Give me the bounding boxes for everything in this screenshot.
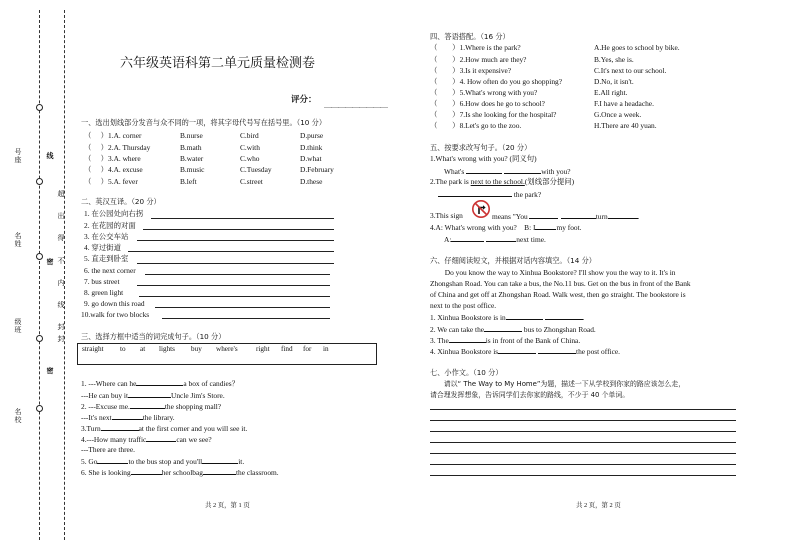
match-answer: B.Yes, she is.	[594, 55, 634, 64]
blank[interactable]	[545, 312, 583, 320]
match-answer: H.There are 40 yuan.	[594, 121, 657, 130]
blank[interactable]	[529, 211, 558, 219]
writing-line[interactable]	[430, 464, 736, 465]
blank[interactable]	[484, 324, 522, 332]
word-bank-word: straight	[82, 345, 104, 353]
translation-item: 6. the next corner	[84, 266, 136, 275]
translation-item: 2. 在花园的对面	[84, 221, 136, 230]
writing-line[interactable]	[430, 453, 736, 454]
word-bank-word: right	[256, 345, 270, 353]
passage-line: next to the post office.	[430, 301, 497, 310]
score-line: ＿＿＿＿＿＿＿＿＿	[324, 100, 387, 109]
writing-line[interactable]	[430, 431, 736, 432]
match-answer: F.I have a headache.	[594, 99, 654, 108]
q3-question: （ ）3.A. where	[84, 154, 141, 163]
seal-char: 密	[46, 258, 54, 266]
seal-char: 不	[57, 257, 65, 265]
section-6-heading: 六、仔细阅读短文，并根据对话内容填空。（14 分）	[430, 256, 596, 265]
word-bank-word: buy	[191, 345, 202, 353]
match-answer: D.No, it isn't.	[594, 77, 634, 86]
word-bank-word: to	[120, 345, 126, 353]
q4-option-b: B.music	[180, 165, 205, 174]
seal-char: 封	[57, 335, 65, 343]
q5-option-b: B.left	[180, 177, 197, 186]
answer-line[interactable]	[162, 318, 330, 319]
writing-line[interactable]	[430, 409, 736, 410]
match-question: （ ）1.Where is the park?	[430, 43, 521, 52]
seal-char: 线	[57, 301, 65, 309]
match-question: （ ）8.Let's go to the zoo.	[430, 121, 522, 130]
blank[interactable]	[136, 378, 183, 386]
section-7-heading: 七、小作文。（10 分）	[430, 368, 503, 377]
section-1-heading: 一、选出划线部分发音与众不同的一项，将其字母代号写在括号里。（10 分）	[81, 118, 327, 127]
match-question: （ ）5.What's wrong with you?	[430, 88, 538, 97]
blank[interactable]	[146, 434, 176, 442]
rewrite-item: means "You turn .	[492, 212, 640, 221]
word-bank-word: lights	[159, 345, 175, 353]
translation-item: 5. 直走到卧室	[84, 254, 129, 263]
blank[interactable]	[608, 211, 638, 219]
answer-line[interactable]	[155, 307, 330, 308]
translation-item: 3. 在公交车站	[84, 232, 129, 241]
answer-line[interactable]	[128, 251, 334, 252]
match-answer: A.He goes to school by bike.	[594, 43, 680, 52]
q3-option-b: B.water	[180, 154, 204, 163]
q5-option-d: D.these	[300, 177, 323, 186]
rewrite-item: 3.This sign	[430, 211, 463, 220]
blank[interactable]	[498, 346, 536, 354]
q4-question: （ ）4.A. excuse	[84, 165, 143, 174]
rewrite-item: A: next time.	[444, 235, 546, 244]
q4-option-d: D.February	[300, 165, 334, 174]
rewrite-item: 1.What's wrong with you? (同义句)	[430, 154, 537, 163]
translation-item: 1. 在公园处向右拐	[84, 209, 144, 218]
passage-line: of China and get off at Zhongshan Road. Walk west, then go straight. The bookstore is	[430, 290, 686, 299]
q5-question: （ ）5.A. fever	[84, 177, 138, 186]
section-5-heading: 五、按要求改写句子。（20 分）	[430, 143, 532, 152]
blank[interactable]	[202, 456, 238, 464]
answer-line[interactable]	[143, 229, 334, 230]
word-bank-word: at	[140, 345, 146, 353]
q3-option-c: C.who	[240, 154, 260, 163]
rewrite-item: 2.The park is next to the school.(划线部分提问)	[430, 177, 575, 186]
answer-line[interactable]	[139, 296, 330, 297]
binding-hole	[36, 253, 43, 260]
blank[interactable]	[112, 412, 143, 420]
q3-option-d: D.what	[300, 154, 322, 163]
translation-item: 10.walk for two blocks	[81, 310, 150, 319]
translation-item: 9. go down this road	[84, 299, 145, 308]
reading-question: 1. Xinhua Bookstore is in .	[430, 313, 585, 322]
q2-option-c: C.with	[240, 143, 260, 152]
match-question: （ ）4. How often do you go shopping?	[430, 77, 562, 86]
exam-title: 六年级英语科第二单元质量检测卷	[120, 56, 316, 71]
seal-char: 得	[57, 234, 65, 242]
seal-char: 出	[57, 212, 65, 220]
match-answer: G.Once a week.	[594, 110, 642, 119]
writing-line[interactable]	[430, 442, 736, 443]
blank[interactable]	[466, 166, 502, 174]
q2-option-b: B.math	[180, 143, 202, 152]
composition-prompt: 请合理发挥想象，告诉同学们去你家的路线，不少于 40 个单词。	[430, 391, 630, 399]
answer-line[interactable]	[145, 274, 330, 275]
fill-sentence: 2. ---Excuse me. the shopping mall?	[81, 402, 222, 411]
answer-line[interactable]	[137, 240, 334, 241]
binding-hole	[36, 178, 43, 185]
name-label: 名姓	[14, 232, 22, 248]
blank[interactable]	[101, 423, 139, 431]
rewrite-item: What's with you?	[444, 167, 571, 176]
fill-sentence: 6. She is looking her schoolbag the classroom.	[81, 468, 279, 477]
q1-option-c: C.bird	[240, 131, 259, 140]
passage-line: Zhongshan Road. You can take a bus, the No.11 bus. Get on the bus in front of the Bank	[430, 279, 691, 288]
section-4-heading: 四、答语搭配。（16 分）	[430, 32, 510, 41]
fill-sentence: 4.---How many traffic can we see?	[81, 435, 212, 444]
match-question: （ ）3.Is it expensive?	[430, 66, 512, 75]
blank[interactable]	[504, 166, 541, 174]
word-bank-word: where's	[216, 345, 238, 353]
match-answer: E.All right.	[594, 88, 628, 97]
seal-char: 密	[46, 367, 54, 375]
section-2-heading: 二、英汉互译。（20 分）	[81, 197, 161, 206]
blank[interactable]	[451, 234, 484, 242]
translation-item: 4. 穿过街道	[84, 243, 121, 252]
blank[interactable]	[561, 211, 596, 219]
fill-sentence: ---He can buy it Uncle Jim's Store.	[81, 391, 225, 400]
score-label: 评分：	[291, 95, 317, 105]
answer-line[interactable]	[137, 263, 334, 264]
blank[interactable]	[535, 222, 556, 230]
section-3-heading: 三、选择方框中适当的词完成句子。（10 分）	[81, 332, 226, 341]
blank[interactable]	[486, 234, 516, 242]
fill-sentence: ---There are three.	[81, 445, 135, 454]
blank[interactable]	[128, 390, 171, 398]
school-label: 名校	[14, 408, 22, 424]
binding-hole	[36, 405, 43, 412]
passage-line: Do you know the way to Xinhua Bookstore? I'll show you the way to it. It's in	[430, 268, 676, 277]
binding-line-inner	[64, 10, 65, 540]
seal-char: 封	[57, 323, 65, 331]
blank[interactable]	[97, 456, 128, 464]
page-footer-left: 共 2 页，第 1 页	[205, 502, 250, 509]
reading-question: 4. Xinhua Bookstore is the post office.	[430, 347, 621, 356]
composition-prompt: 请以“ The Way to My Home”为题，描述一下从学校到你家的路应该怎么走，	[430, 380, 686, 388]
page-footer-right: 共 2 页，第 2 页	[576, 502, 621, 509]
q2-option-d: D.think	[300, 143, 323, 152]
answer-line[interactable]	[137, 285, 330, 286]
match-question: （ ）7.Is she looking for the hospital?	[430, 110, 557, 119]
reading-question: 2. We can take the bus to Zhongshan Road.	[430, 325, 596, 334]
q1-option-b: B.nurse	[180, 131, 203, 140]
binding-hole	[36, 335, 43, 342]
q5-option-c: C.street	[240, 177, 263, 186]
rewrite-item: 4.A: What's wrong with you? B: I my foot.	[430, 223, 582, 232]
fill-sentence: 5. Go to the bus stop and you'll it.	[81, 457, 245, 466]
translation-item: 8. green light	[84, 288, 124, 297]
fill-sentence: 1. ---Where can he a box of candies？	[81, 379, 240, 388]
seat-number-label: 号座	[14, 148, 22, 164]
q4-option-c: C.Tuesday	[240, 165, 272, 174]
fill-sentence: ---It's next the library.	[81, 413, 175, 422]
blank[interactable]	[130, 401, 165, 409]
blank[interactable]	[131, 467, 162, 475]
rewrite-item: the park?	[438, 189, 541, 199]
q1-question: （ ）1.A. corner	[84, 131, 142, 140]
binding-hole	[36, 104, 43, 111]
word-bank-word: for	[303, 345, 312, 353]
seal-char: 内	[57, 279, 65, 287]
fill-sentence: 3.Turn at the first corner and you will see it.	[81, 424, 248, 433]
answer-line[interactable]	[151, 218, 334, 219]
no-right-turn-sign-icon	[472, 200, 490, 218]
blank[interactable]	[438, 189, 512, 197]
writing-line[interactable]	[430, 420, 736, 421]
word-bank-word: in	[323, 345, 329, 353]
class-label: 级班	[14, 318, 22, 334]
q2-question: （ ）2.A. Thursday	[84, 143, 151, 152]
binding-line-outer	[39, 10, 40, 540]
match-question: （ ）2.How much are they?	[430, 55, 527, 64]
match-question: （ ）6.How does he go to school?	[430, 99, 545, 108]
blank[interactable]	[449, 335, 486, 343]
seal-char: 超	[57, 190, 65, 198]
word-bank-word: find	[281, 345, 293, 353]
blank[interactable]	[538, 346, 576, 354]
match-answer: C.It's next to our school.	[594, 66, 667, 75]
reading-question: 3. The is in front of the Bank of China.	[430, 336, 581, 345]
q1-option-d: D.purse	[300, 131, 324, 140]
translation-item: 7. bus street	[84, 277, 120, 286]
blank[interactable]	[203, 467, 236, 475]
seal-char: 线	[46, 152, 54, 160]
blank[interactable]	[506, 312, 543, 320]
writing-line[interactable]	[430, 475, 736, 476]
